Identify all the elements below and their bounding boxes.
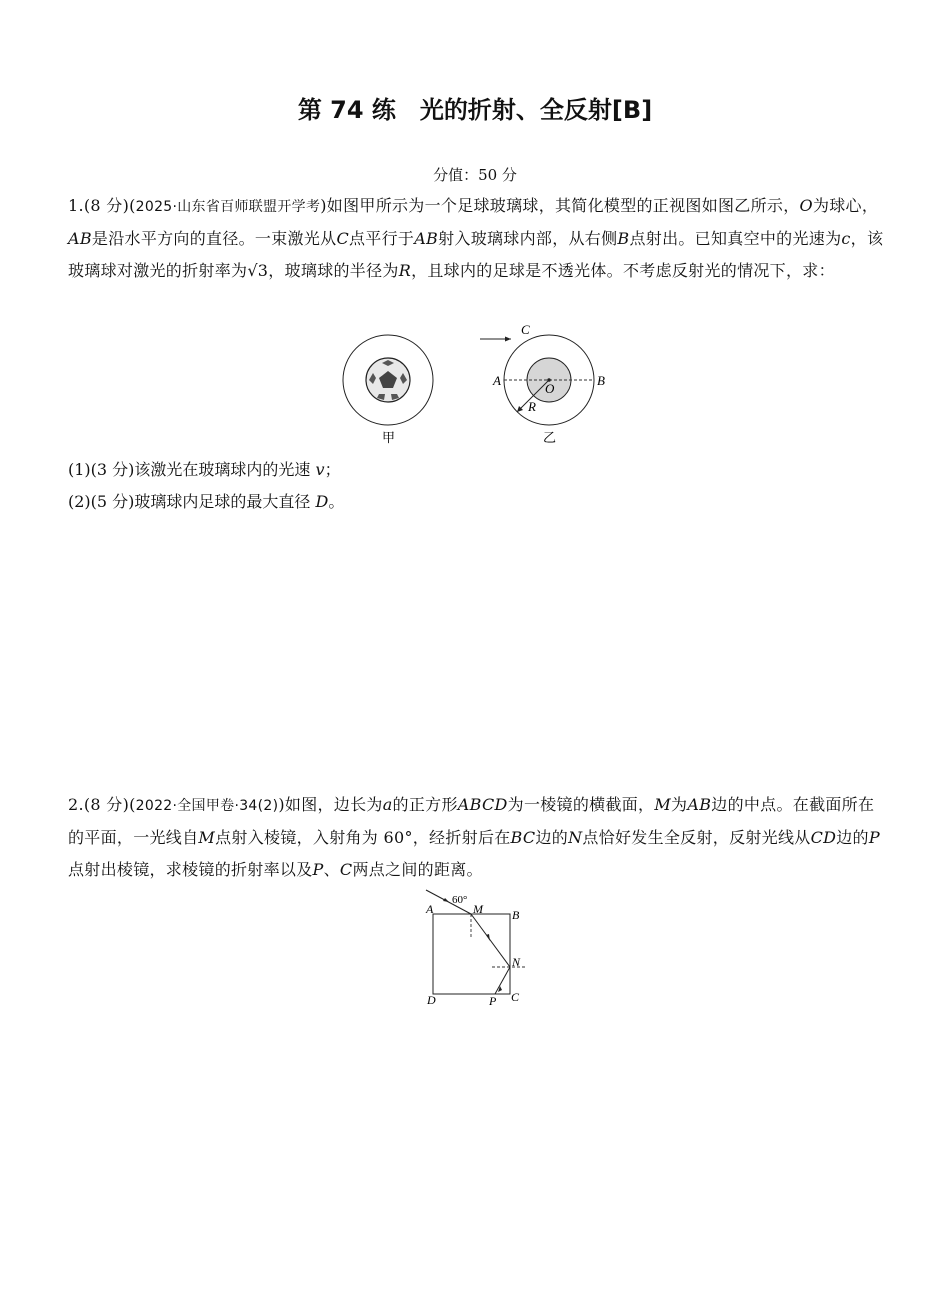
svg-text:B: B [512, 908, 520, 922]
arrow-icon [505, 337, 511, 342]
svg-text:C: C [521, 322, 530, 337]
question-1-source: 2025·山东省百师联盟开学考 [135, 199, 321, 215]
svg-text:P: P [489, 994, 497, 1008]
svg-text:M: M [473, 902, 483, 916]
svg-text:O: O [545, 381, 555, 396]
svg-text:A: A [426, 902, 434, 916]
score-line: 分值：50 分 [433, 166, 517, 184]
svg-text:D: D [427, 993, 436, 1007]
svg-text:A: A [493, 373, 501, 388]
svg-text:N: N [512, 955, 521, 969]
figure-yi [480, 322, 605, 445]
question-1-text: 1.(8 分)(2025·山东省百师联盟开学考)如图甲所示为一个足球玻璃球，其简化模型的正视图如图乙所示，O为球心，AB是沿水平方向的直径。一束激光从C点平行于AB射入玻璃球内部，从右侧B点射出。已知真空中的光速为c，该玻璃球对激光的折射率为√3，玻璃球的半径为R，且球内的足球是不透光体。不考虑反射光的情况下，求： [68, 196, 884, 280]
svg-text:B: B [597, 373, 605, 388]
question-2-text: 2.(8 分)(2022·全国甲卷·34(2))如图，边长为a的正方形ABCD为一棱镜的横截面，M为AB边的中点。在截面所在的平面，一光线自M点射入棱镜，入射角为 60°，经折射后在BC边的N点恰好发生全反射，反射光线从CD边的P点射出棱镜，求棱镜的折射率以及P、C两点之间的距离。 [68, 795, 880, 879]
figure-jia [343, 335, 433, 445]
page-title: 第 74 练 光的折射、全反射[B] [297, 96, 653, 124]
question-2-figure [418, 886, 538, 1012]
label-yi: 乙 [543, 430, 557, 445]
question-2-source: 2022·全国甲卷·34(2) [135, 798, 279, 814]
question-1-sub-1: (1)(3 分)该激光在玻璃球内的光速 v； [68, 460, 341, 479]
svg-text:C: C [511, 990, 520, 1004]
label-jia: 甲 [382, 430, 396, 445]
question-1-sub-2: (2)(5 分)玻璃球内足球的最大直径 D。 [68, 492, 345, 511]
sqrt-3: √3 [247, 261, 269, 280]
svg-text:R: R [528, 399, 536, 414]
angle-label: 60° [452, 894, 468, 906]
question-1-figure [330, 318, 620, 448]
